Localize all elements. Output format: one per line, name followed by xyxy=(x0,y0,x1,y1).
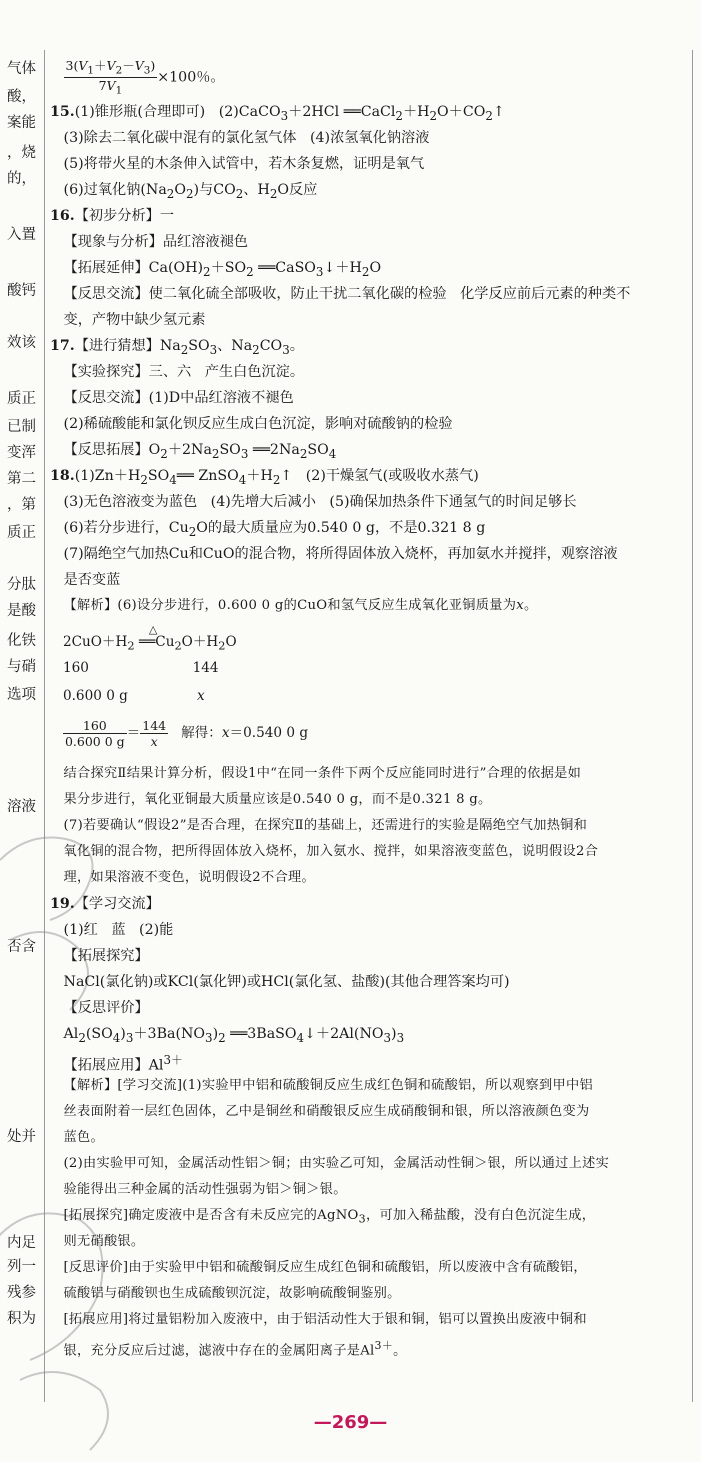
margin-fragment: ，第 xyxy=(7,497,36,513)
text-line: 结合探究Ⅱ结果计算分析，假设1中“在同一条件下两个反应能同时进行”合理的依据是如 xyxy=(50,766,582,781)
margin-fragment: 气体 xyxy=(7,61,36,77)
margin-fragment: 溶液 xyxy=(7,799,36,815)
margin-fragment: 效该 xyxy=(7,335,36,351)
text-line: 【反思拓展】$O_2+2Na_2SO_3$ $══2Na_2SO_4$ xyxy=(50,442,337,461)
text-line: (7)若要确认“假设2”是否合理，在探究Ⅱ的基础上，还需进行的实验是隔绝空气加热铜和 xyxy=(50,818,588,833)
margin-fragment: 已制 xyxy=(7,419,36,435)
margin-fragment: 列一 xyxy=(7,1259,36,1275)
margin-fragment: 质正 xyxy=(7,391,36,407)
text-line: [拓展探究]确定废液中是否含有未反应完的AgNO$_3$，可加入稀盐酸，没有白色沉淀生成， xyxy=(50,1208,596,1226)
text-line: [反思评价]由于实验甲中铝和硫酸铜反应生成红色铜和硫酸铝，所以废液中含有硫酸铝， xyxy=(50,1260,587,1275)
text-line: 氧化铜的混合物，把所得固体放入烧杯，加入氨水、搅拌，如果溶液变蓝色，说明假设2合 xyxy=(50,844,599,859)
text-line: (6)过氧化钠$(Na_2O_2)$与$CO_2$、$H_2O$反应 xyxy=(50,182,318,201)
text-line: 16.【初步分析】一 xyxy=(50,208,175,224)
text-line: 15.(1)锥形瓶(合理即可) (2)CaCO$_3$＋2HCl $══CaCl_2+H_2O+CO_2↑$ xyxy=(50,104,505,123)
margin-fragment: 变浑 xyxy=(7,445,36,461)
text-line: 【现象与分析】品红溶液褪色 xyxy=(50,234,248,250)
margin-fragment: 残参 xyxy=(7,1285,36,1301)
text-line: (6)若分步进行，$Cu_2O$的最大质量应为0.540 0 g，不是0.321 8 g xyxy=(50,520,486,539)
text-line: $Al_2(SO_4)_3+3Ba(NO_3)_2$ $══3BaSO_4↓+2Al(NO_3)_3$ xyxy=(50,1026,405,1045)
text-line: 【解析】(6)设分步进行，0.600 0 g的CuO和氢气反应生成氧化亚铜质量为x。 xyxy=(50,598,538,613)
text-line: 0.600 0 g x xyxy=(50,688,205,704)
margin-fragment: 选项 xyxy=(7,687,36,703)
margin-fragment: 质正 xyxy=(7,525,36,541)
margin-fragment: 分肽 xyxy=(7,577,36,593)
text-line: (2)由实验甲可知，金属活动性铝＞铜；由实验乙可知，金属活动性铜＞银，所以通过上述实 xyxy=(50,1156,610,1171)
text-line: 则无硝酸银。 xyxy=(50,1234,145,1249)
text-line: 理，如果溶液不变色，说明假设2不合理。 xyxy=(50,870,315,885)
text-line: [拓展应用]将过量铝粉加入废液中，由于铝活动性大于银和铜，铝可以置换出废液中铜和 xyxy=(50,1312,587,1327)
margin-fragment: 酸钙 xyxy=(7,283,36,299)
page-number: —269— xyxy=(313,1412,388,1433)
text-line: NaCl(氯化钠)或KCl(氯化钾)或HCl(氯化氢、盐酸)(其他合理答案均可) xyxy=(50,974,510,990)
text-line: 丝表面附着一层红色固体，乙中是铜丝和硝酸银反应生成硝酸铜和银，所以溶液颜色变为 xyxy=(50,1104,590,1119)
text-line: $2CuO+H_2$ △ $══Cu_2O+H_2O$ xyxy=(50,623,237,653)
margin-fragment: 否含 xyxy=(7,939,36,955)
margin-fragment: 第二 xyxy=(7,471,36,487)
right-divider xyxy=(692,50,693,1402)
text-line: 19.【学习交流】 xyxy=(50,896,160,912)
text-line: (3)无色溶液变为蓝色 (4)先增大后减小 (5)确保加热条件下通氢气的时间足够长 xyxy=(50,494,577,510)
text-line: 【反思交流】(1)D中品红溶液不褪色 xyxy=(50,390,294,406)
text-line: 【拓展延伸】$Ca(OH)_2+SO_2$ $══CaSO_3↓+H_2O$ xyxy=(50,260,382,279)
text-line: 【解析】[学习交流](1)实验甲中铝和硫酸铜反应生成红色铜和硫酸铝，所以观察到甲中铝 xyxy=(50,1078,593,1093)
text-line: 果分步进行，氧化亚铜最大质量应该是0.540 0 g，而不是0.321 8 g。 xyxy=(50,792,492,807)
text-line: $\frac{160}{0.600 0 g}$ ＝ $\frac{144}{x}$ 解得：x＝0.540 0 g xyxy=(64,718,309,749)
text-line: 160 144 xyxy=(50,660,219,676)
text-line: 蓝色。 xyxy=(50,1130,104,1145)
text-line: 是否变蓝 xyxy=(50,572,121,588)
margin-fragment: 的， xyxy=(7,171,36,187)
text-line: (7)隔绝空气加热Cu和CuO的混合物，将所得固体放入烧杯，再加氨水并搅拌，观察溶液 xyxy=(50,546,618,562)
text-line: 【拓展应用】$Al^{3+}$ xyxy=(50,1053,183,1074)
margin-fragment: 化铁 xyxy=(7,633,36,649)
margin-fragment: 案能 xyxy=(7,115,36,131)
margin-fragment: 内足 xyxy=(7,1235,36,1251)
text-line: 银，充分反应后过滤，滤液中存在的金属阳离子是$Al^{3+}$。 xyxy=(50,1339,407,1359)
text-line: 【实验探究】三、六 产生白色沉淀。 xyxy=(50,364,305,380)
left-column-fragments xyxy=(0,0,40,1462)
text-line: 【反思评价】 xyxy=(50,1000,149,1016)
text-line: 17.【进行猜想】$Na_2SO_3$、$Na_2CO_3$。 xyxy=(50,338,304,357)
margin-fragment: 是酸 xyxy=(7,603,36,619)
text-line: 变，产物中缺少氢元素 xyxy=(50,312,206,328)
margin-fragment: 积为 xyxy=(7,1311,36,1327)
text-line: 验能得出三种金属的活动性强弱为铝＞铜＞银。 xyxy=(50,1182,347,1197)
margin-fragment: 入置 xyxy=(7,227,36,243)
left-divider xyxy=(44,50,45,1402)
text-line: $18.(1)Zn+H_2SO_4══$ $ZnSO_4+H_2↑$ (2)干燥氢气(或吸收水蒸气) xyxy=(50,468,479,487)
text-line: (5)将带火星的木条伸入试管中，若木条复燃，证明是氧气 xyxy=(50,156,425,172)
text-line: (1)红 蓝 (2)能 xyxy=(50,922,174,938)
text-line: $\frac{3(V_1+V_2-V_3)}{7V_1}$ ×100％。 xyxy=(65,58,225,97)
text-line: 【反思交流】使二氧化硫全部吸收，防止干扰二氧化碳的检验 化学反应前后元素的种类不 xyxy=(50,286,631,302)
text-line: (2)稀硫酸能和氯化钡反应生成白色沉淀，影响对硫酸钠的检验 xyxy=(50,416,453,432)
text-line: 硫酸铝与硝酸钡也生成硫酸钡沉淀，故影响硫酸铜鉴别。 xyxy=(50,1286,401,1301)
margin-fragment: 处并 xyxy=(7,1129,36,1145)
margin-fragment: 酸， xyxy=(7,89,36,105)
margin-fragment: 与硝 xyxy=(7,659,36,675)
margin-fragment: ，烧 xyxy=(7,145,36,161)
text-line: 【拓展探究】 xyxy=(50,948,149,964)
text-line: (3)除去二氧化碳中混有的氯化氢气体 (4)浓氢氧化钠溶液 xyxy=(50,130,430,146)
